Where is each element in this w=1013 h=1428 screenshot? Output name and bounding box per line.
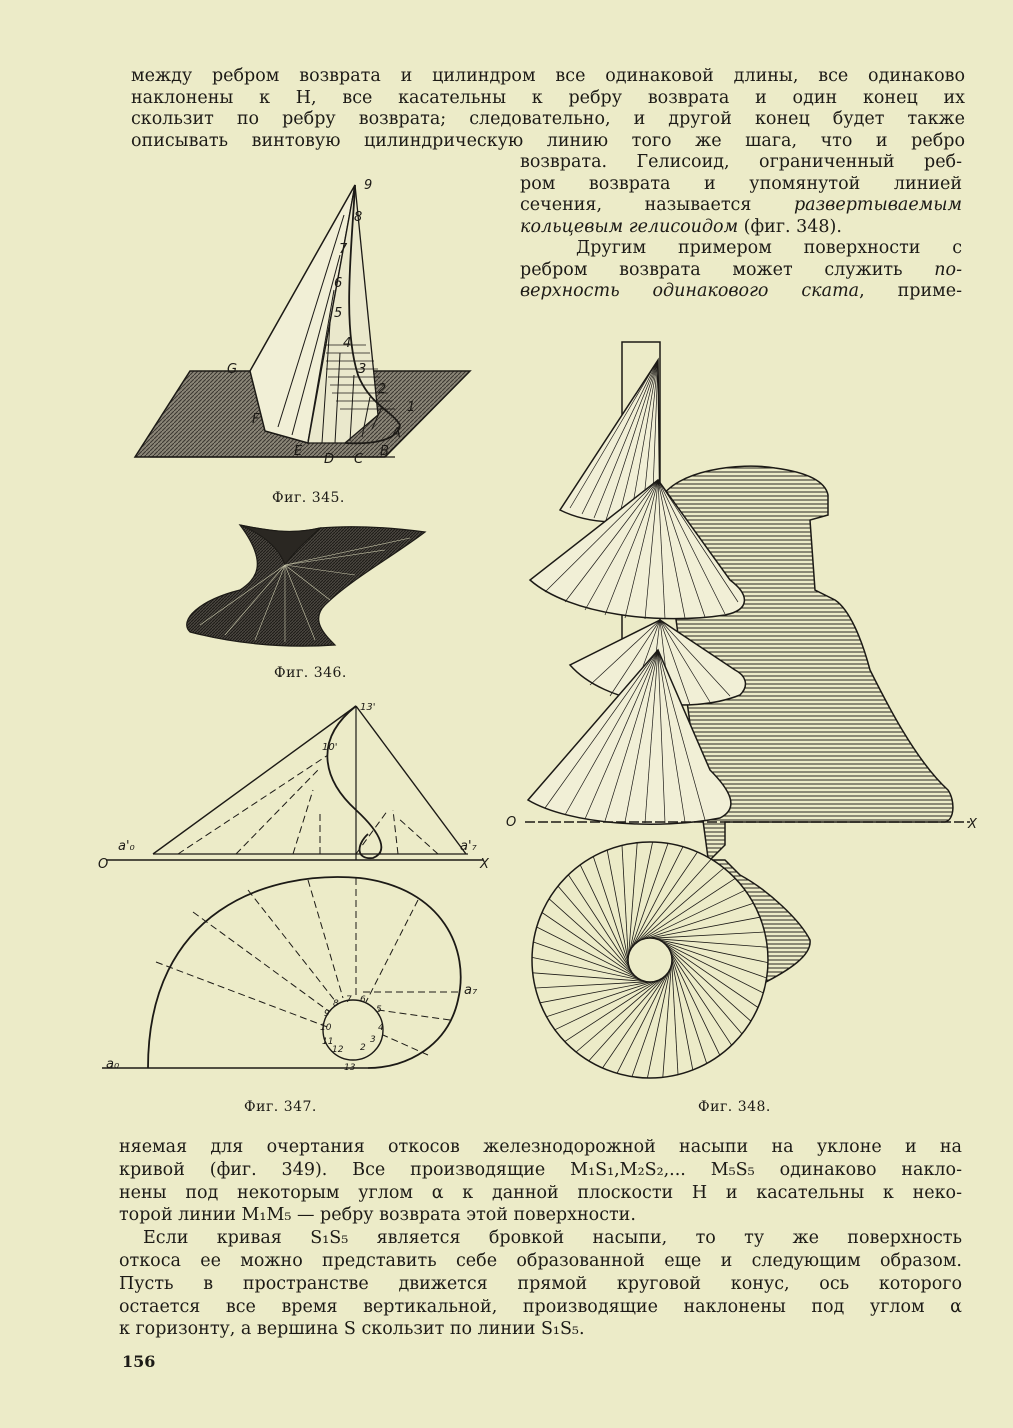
point-label-2: 2	[378, 382, 387, 397]
point-label-7: 7	[339, 242, 348, 257]
right-column-paragraph	[520, 152, 962, 303]
label-10prime: 10'	[322, 742, 338, 753]
plan-inner-circle	[628, 938, 672, 982]
text-fragment: ребром возврата может служить	[520, 259, 935, 280]
plan-label-13: 13	[344, 1063, 356, 1073]
text-fragment: сечения, называется	[520, 195, 794, 215]
text-line: Пусть в пространстве движется прямой круговой конус, ось которого	[119, 1273, 962, 1294]
point-label-B: B	[380, 444, 389, 459]
plan-outline	[148, 877, 461, 1068]
italic-term: верхность одинакового ската	[520, 281, 860, 301]
text-line: няемая для очертания откосов железнодорожной насыпи на уклоне и на	[119, 1137, 962, 1157]
label-a7prime: a'₇	[460, 839, 477, 854]
point-label-1: 1	[407, 400, 416, 415]
text-line	[520, 281, 962, 303]
text-line: скользит по ребру возврата; следовательно, и другой конец будет также	[131, 109, 965, 129]
text-line: кривой (фиг. 349). Все производящие M₁S₁,M₂S₂,... M₅S₅ одинаково накло-	[119, 1159, 962, 1180]
figure-345	[130, 175, 490, 485]
plan-label-6: 6	[360, 995, 366, 1005]
plan-label-3: 3	[370, 1035, 376, 1045]
point-label-9: 9	[364, 178, 373, 193]
label-O: O	[98, 857, 109, 872]
point-label-E: E	[294, 444, 303, 459]
text-line	[520, 217, 962, 239]
point-label-A: A	[392, 426, 401, 441]
fig347-labels	[98, 702, 490, 1073]
italic-term: кольцевым гелисоидом	[520, 216, 739, 237]
label-O: O	[506, 815, 517, 830]
text-line	[520, 260, 962, 282]
text-line: ром возврата и упомянутой линией	[520, 173, 962, 194]
bottom-paragraph	[119, 1136, 962, 1341]
figure-347-caption: Фиг. 347.	[244, 1099, 317, 1115]
text-line	[520, 195, 962, 217]
figure-347	[98, 700, 508, 1100]
point-label-8: 8	[354, 210, 363, 225]
text-line: описывать винтовую цилиндрическую линию того же шага, что и ребро	[131, 130, 965, 151]
point-label-5: 5	[334, 306, 343, 321]
point-label-F: F	[252, 412, 260, 427]
text-line: наклонены к H, все касательны к ребру возврата и один конец их	[131, 87, 965, 108]
figure-348-caption: Фиг. 348.	[698, 1099, 771, 1115]
label-13prime: 13'	[360, 702, 376, 713]
figure-346	[170, 520, 430, 650]
text-fragment: (фиг. 348).	[738, 216, 842, 237]
plan-label-8: 8	[333, 999, 339, 1009]
label-a0prime: a'₀	[118, 839, 135, 854]
text-line: Другим примером поверхности с	[576, 238, 962, 258]
plan-label-9: 9	[324, 1009, 330, 1019]
plan-label-11: 11	[322, 1037, 334, 1047]
point-label-3: 3	[358, 362, 367, 377]
label-a0: a₀	[106, 1057, 120, 1072]
label-X: X	[480, 857, 489, 872]
plan-label-5: 5	[376, 1005, 382, 1015]
point-label-4: 4	[343, 336, 352, 351]
text-line: Если кривая S₁S₅ является бровкой насыпи, то ту же поверхность	[143, 1228, 962, 1249]
point-label-6: 6	[334, 276, 343, 291]
text-line: откоса ее можно представить себе образованной еще и следующим образом.	[119, 1250, 962, 1271]
plan-label-7: 7	[346, 995, 352, 1005]
top-paragraph	[131, 66, 965, 152]
figure-346-caption: Фиг. 346.	[274, 665, 347, 681]
label-X: X	[968, 817, 977, 832]
point-label-D: D	[324, 452, 335, 467]
plan-label-4: 4	[378, 1023, 384, 1033]
plan-label-12: 12	[332, 1045, 344, 1055]
text-line: нены под некоторым углом α к данной плоскости H и касательны к неко-	[119, 1182, 962, 1203]
text-line: между ребром возврата и цилиндром все одинаковой длины, все одинаково	[131, 66, 965, 86]
text-fragment: , приме-	[859, 281, 962, 301]
italic-term: по-	[934, 259, 962, 280]
plan-label-2: 2	[360, 1043, 366, 1053]
label-a7: a₇	[464, 983, 478, 998]
text-line: остается все время вертикальной, производящие наклонены под углом α	[119, 1296, 962, 1317]
point-label-G: G	[227, 362, 238, 377]
figure-348	[506, 330, 990, 1100]
plan-label-10: 10	[320, 1023, 332, 1033]
gelisoid-body	[187, 525, 425, 646]
text-line: к горизонту, а вершина S скользит по линии S₁S₅.	[119, 1319, 585, 1340]
point-label-C: C	[354, 452, 364, 467]
text-line: торой линии M₁M₅ — ребру возврата этой поверхности.	[119, 1205, 636, 1226]
italic-term: развертываемым	[793, 195, 962, 215]
page-number: 156	[122, 1352, 156, 1371]
text-line: возврата. Гелисоид, ограниченный реб-	[520, 152, 962, 172]
figure-345-caption: Фиг. 345.	[272, 490, 345, 506]
